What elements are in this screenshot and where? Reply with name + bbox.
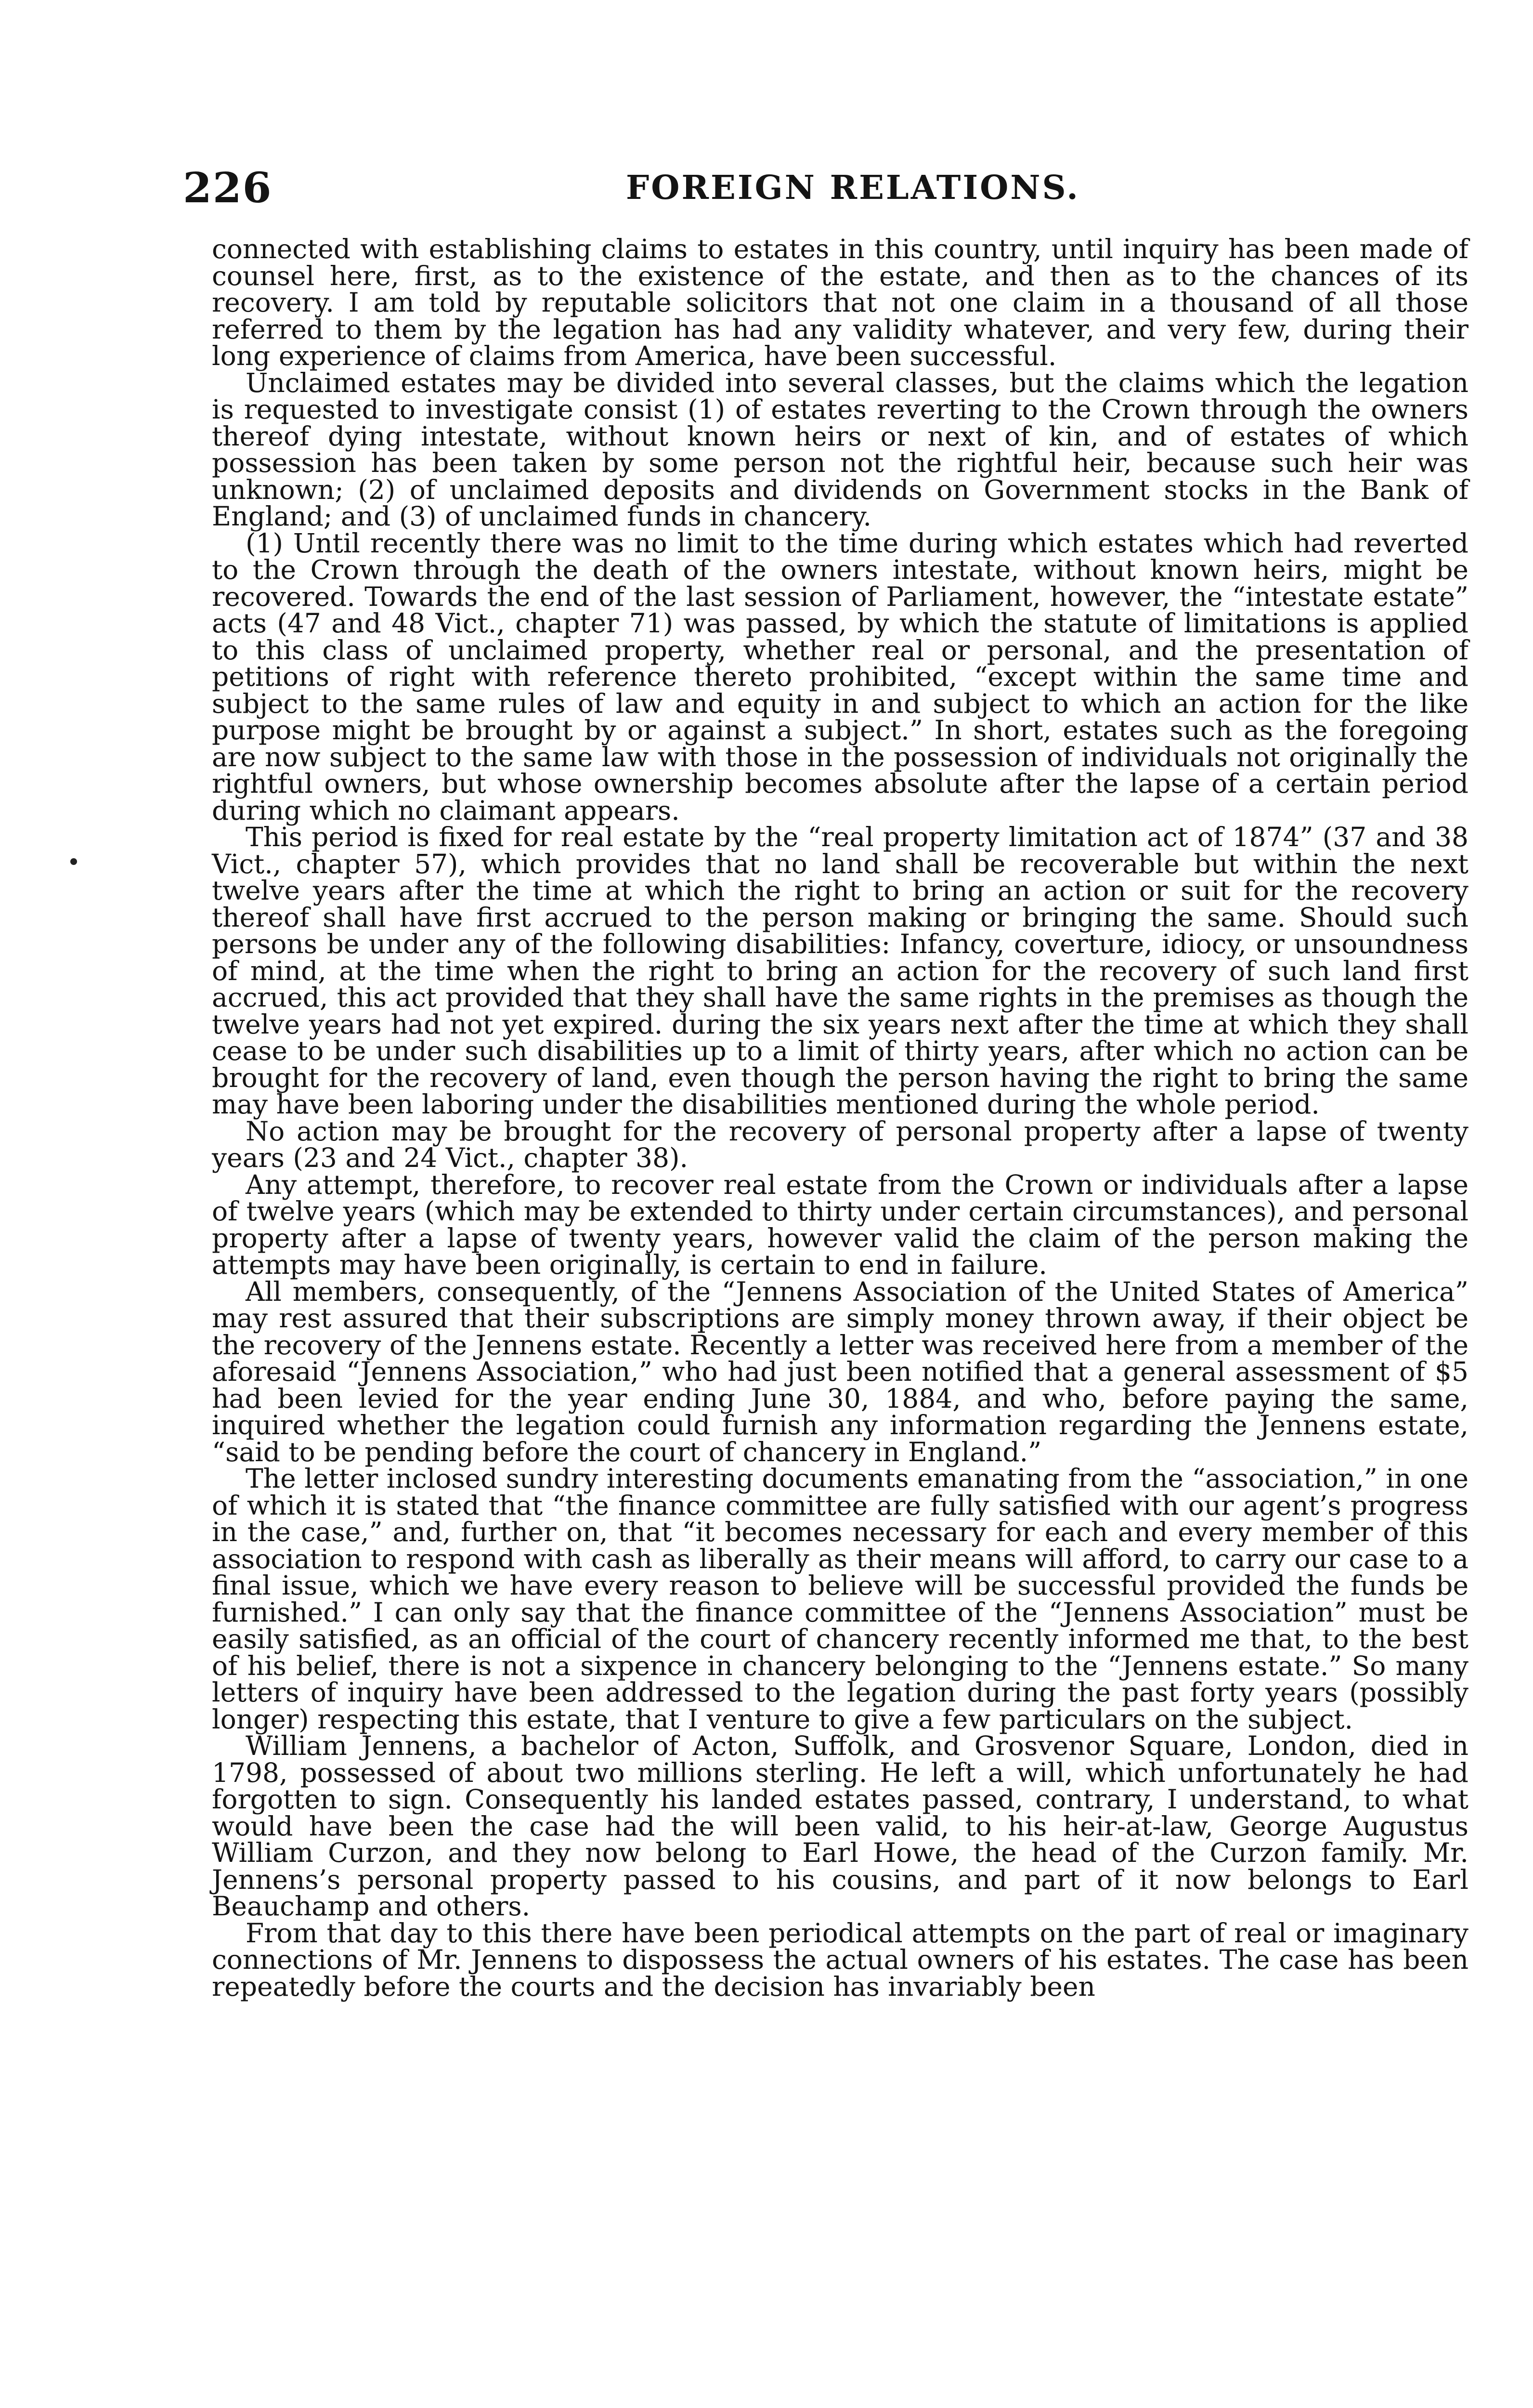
paragraph: William Jennens, a bachelor of Acton, Suffolk, and Grosvenor Square, London, died in 1798, possessed of about two millions sterling. He left a will, which unfortunately he had forgotten to sign. Consequently his landed estates passed, contrary, I understand, to what would have been the case had the will been valid, to his heir-at-law, George Augustus William Curzon, and they now belong to Earl Howe, the head of the Curzon family. Mr. Jennens’s personal property passed to his cousins, and part of it now belongs to Earl Beauchamp and others. (212, 1730, 1468, 1922)
paragraph: Any attempt, therefore, to recover real estate from the Crown or individuals after a lapse of twelve years (which may be extended to thirty under certain circumstances), and personal property after a lapse of twenty years, however valid the claim of the person making the attempts may have been originally, is certain to end in failure. (212, 1169, 1468, 1280)
paragraph: (1) Until recently there was no limit to the time during which estates which had reverted to the Crown through the death of the owners intestate, without known heirs, might be recovered. Towards the end of the last session of Parliament, however, the “intestate estate” acts (47 and 48 Vict., chapter 71) was passed, by which the statute of limitations is applied to this class of unclaimed property, whether real or personal, and the presentation of petitions of right with reference thereto prohibited, “except within the same time and subject to the same rules of law and equity in and subject to which an action for the like purpose might be brought by or against a subject.” In short, estates such as the foregoing are now subject to the same law with those in the possession of individuals not originally the rightful owners, but whose ownership becomes absolute after the lapse of a certain period during which no claimant appears. (212, 527, 1468, 826)
body-text (212, 236, 1468, 2000)
paragraph: This period is fixed for real estate by the “real property limitation act of 1874” (37 and 38 Vict., chapter 57), which provides that no land shall be recoverable but within the next twelve years after the time at which the right to bring an action or suit for the recovery thereof shall have first accrued to the person making or bringing the same. Should such persons be under any of the following disabilities: Infancy, coverture, idiocy, or unsoundness of mind, at the time when the right to bring an action for the recovery of such land first accrued, this act provided that they shall have the same rights in the premises as though the twelve years had not yet expired. during the six years next after the time at which they shall cease to be under such disabilities up to a limit of thirty years, after which no action can be brought for the recovery of land, even though the person having the right to bring the same may have been laboring under the disabilities mentioned during the whole period. (212, 822, 1468, 1120)
margin-dot (70, 858, 77, 865)
running-head: FOREIGN RELATIONS. (626, 169, 1080, 207)
paragraph: Unclaimed estates may be divided into several classes, but the claims which the legation is requested to investigate consist (1) of estates reverting to the Crown through the owners thereof dying intestate, without known heirs or next of kin, and of estates of which possession has been taken by some person not the rightful heir, because such heir was unknown; (2) of unclaimed deposits and dividends on Government stocks in the Bank of England; and (3) of unclaimed funds in chancery. (212, 367, 1468, 532)
paragraph: The letter inclosed sundry interesting documents emanating from the “association,” in one of which it is stated that “the finance committee are fully satisfied with our agent’s progress in the case,” and, further on, that “it becomes necessary for each and every member of this association to respond with cash as liberally as their means will afford, to carry our case to a final issue, which we have every reason to believe will be successful provided the funds be furnished.” I can only say that the finance committee of the “Jennens Association” must be easily satisfied, as an official of the court of chancery recently informed me that, to the best of his belief, there is not a sixpence in chancery belonging to the “Jennens estate.” So many letters of inquiry have been addressed to the legation during the past forty years (possibly longer) respecting this estate, that I venture to give a few particulars on the subject. (212, 1463, 1468, 1735)
page-header (183, 164, 1483, 217)
paragraph: No action may be brought for the recovery of personal property after a lapse of twenty years (23 and 24 Vict., chapter 38). (212, 1115, 1468, 1173)
paragraph: connected with establishing claims to estates in this country, until inquiry has been made of counsel here, first, as to the existence of the estate, and then as to the chances of its recovery. I am told by reputable solicitors that not one claim in a thousand of all those referred to them by the legation has had any validity whatever, and very few, during their long experience of claims from America, have been successful. (212, 234, 1468, 371)
page-number: 226 (183, 164, 273, 212)
paragraph: From that day to this there have been periodical attempts on the part of real or imaginary connections of Mr. Jennens to dispossess the actual owners of his estates. The case has been repeatedly before the courts and the decision has invariably been (212, 1917, 1468, 2002)
paragraph: All members, consequently, of the “Jennens Association of the United States of America” may rest assured that their subscriptions are simply money thrown away, if their object be the recovery of the Jennens estate. Recently a letter was received here from a member of the aforesaid “Jennens Association,” who had just been notified that a general assessment of $5 had been levied for the year ending June 30, 1884, and who, before paying the same, inquired whether the legation could furnish any information regarding the Jennens estate, “said to be pending before the court of chancery in England.” (212, 1276, 1468, 1467)
